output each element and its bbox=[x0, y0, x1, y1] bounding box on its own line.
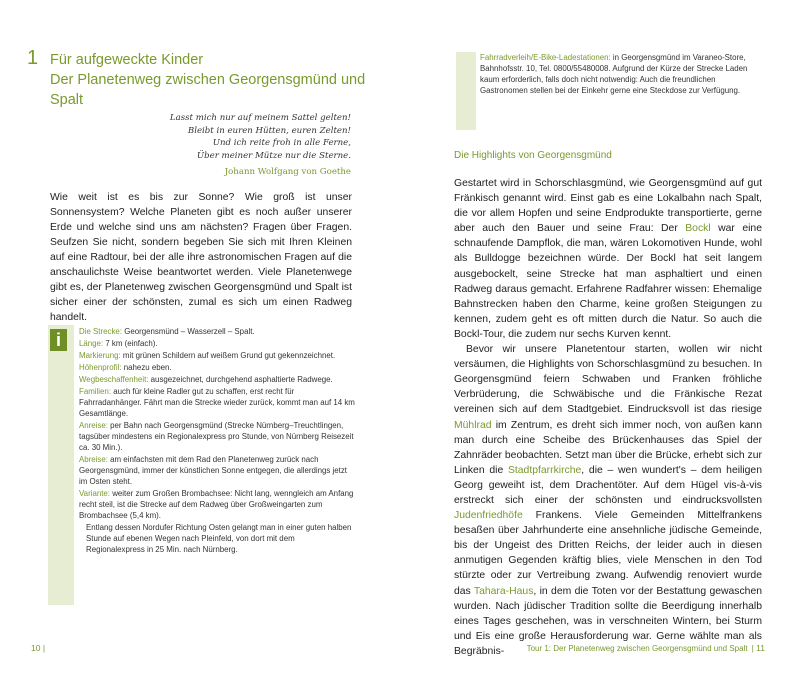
info-label: Wegbeschaffenheit: bbox=[79, 375, 149, 384]
info-text: ausgezeichnet, durchgehend asphaltierte Radwege. bbox=[150, 375, 333, 384]
body-text bbox=[454, 176, 762, 659]
chapter-subtitle: Der Planetenweg zwischen Georgensgmünd und Spalt bbox=[50, 72, 366, 108]
info-item-surface bbox=[79, 374, 355, 385]
info-item-variant bbox=[79, 488, 355, 521]
chapter-title-block bbox=[50, 50, 399, 110]
intro-paragraph: Wie weit ist es bis zur Sonne? Wie groß ist unser Sonnensystem? Welche Planeten gibt es noch außer unserer Erde und welche sind uns am nächsten? Fragen über Fragen. Seufzen Sie nicht, sondern begeben Sie sich mit Ihren Kleinen auf eine Radtour, bei der alle ihre astronomischen Fragen auf die anschaulichste Weise beantwortet werden. Viele Planetenwege gibt es, der Planetenweg zwischen Georgensgmünd und Spalt ist sicher einer der schönsten, zumal es sich um einen Radweg handelt. bbox=[50, 192, 352, 323]
info-text: weiter zum Großen Brombachsee: Nicht lang, wenngleich am Anfang recht steil, ist die Strecke auf dem Radweg über Großweingarten zum Brombachsee (5,4 km). bbox=[79, 489, 354, 520]
text-run: , in dem die Toten vor der Bestattung gewaschen wurden. Nach jüdischer Tradition sollte die Beerdigung innerhalb eines Tages geschehen, was in verschneiten Wintern, bei Sturm und Eis eine große Herausforderung war. Gerne wählte man als Begräbnis- bbox=[454, 585, 763, 657]
info-item-length bbox=[79, 338, 355, 349]
highlight-term: Tahara-Haus bbox=[473, 585, 534, 597]
poem-line: Über meiner Mütze nur die Sterne. bbox=[196, 151, 351, 162]
info-item-marking bbox=[79, 350, 355, 361]
info-sidebar bbox=[456, 52, 476, 130]
info-box bbox=[48, 325, 356, 605]
info-text: per Bahn nach Georgensgmünd (Strecke Nürnberg–Treuchtlingen, tagsüber mindestens ein Regionalexpress pro Stunde, von Nürnberg Reisezeit ca. 30 Min.). bbox=[79, 421, 354, 452]
info-sidebar bbox=[48, 325, 74, 605]
info-item-route bbox=[79, 326, 355, 337]
poem-line: Bleibt in euren Hütten, euren Zelten! bbox=[187, 125, 351, 136]
page-number-left: 10 | bbox=[31, 643, 46, 653]
text-run: war eine schnaufende Dampflok, die man, wären Lokomotiven Hunde, wohl als Bulldogge bezeichnen würde. Der Bockl hat seit langem ausgebockelt, seine Strecke hat man asphaltiert und einen Radweg daraus gemacht. Erfahrene Radfahrer wissen: Ehemalige Bahnstrecken haben den Charme, keine großen Steigungen zu kennen, zudem geht es oft mitten durch die Natur. So auch die Bockl-Tour, die zudem nur sechs Kurven kennt. bbox=[454, 223, 762, 340]
info-text: nahezu eben. bbox=[123, 363, 172, 372]
info-label: Markierung: bbox=[79, 351, 121, 360]
running-footer bbox=[527, 643, 765, 653]
poem-quote bbox=[170, 112, 351, 179]
section-heading: Die Highlights von Georgensgmünd bbox=[454, 150, 612, 161]
info-text: in Georgensgmünd im Varaneo-Store, Bahnhofsstr. 10, Tel. 0800/55480008. Aufgrund der Kürze der Strecke Laden kaum erforderlich, falls doch nicht notwendig: Auch die freundlichen Gastronomen stellen bei der Einkehr gerne eine Steckdose zur Verfügung. bbox=[480, 53, 748, 95]
text-run: , die – wen wundert's – dem heiligen Georg geweiht ist, dem Drachentöter. Auf dem Hügel vis-à-vis erstreckt sich einer der schönsten und eindrucksvollsten bbox=[454, 464, 762, 506]
footer-title: Tour 1: Der Planetenweg zwischen Georgensgmünd und Spalt bbox=[526, 644, 748, 653]
info-item-arrival bbox=[79, 420, 355, 453]
page-number-right: | 11 bbox=[751, 643, 765, 653]
text-run: Bevor wir unsere Planetentour starten, wollen wir nicht versäumen, die Highlights von Schorschlasgmünd zu besuchen. In Georgensgmünd feiern Schwaben und Franken fröhliche Verbrüderung, die Schwäbische und die Fränkische Rezat vereinen sich auf dem Stadtgebiet. Eindrucksvoll ist das riesige bbox=[454, 344, 762, 416]
paragraph bbox=[454, 342, 762, 659]
rental-info-box bbox=[456, 52, 756, 130]
info-item-families bbox=[79, 386, 355, 419]
text-run: im Zentrum, es dreht sich immer noch, von außen kann man durch eine Scheibe des Brückenhauses das Spiel der Zahnräder beobachten. Setzt man über die Brücke, erhebt sich zur Linken die bbox=[454, 419, 762, 476]
info-label: Anreise: bbox=[79, 421, 108, 430]
info-label: Abreise: bbox=[79, 455, 108, 464]
chapter-title: Für aufgeweckte Kinder bbox=[50, 52, 204, 68]
info-text: Georgensmünd – Wasserzell – Spalt. bbox=[124, 327, 255, 336]
highlight-term: Stadtpfarrkirche bbox=[507, 464, 582, 476]
right-page bbox=[399, 0, 798, 674]
info-item-variant-continued: Entlang dessen Nordufer Richtung Osten gelangt man in einer guten halben Stunde auf ebenen Wegen nach Pleinfeld, von dort mit dem Regionalexpress in 25 Min. nach Nürnberg. bbox=[86, 523, 352, 554]
info-label: Höhenprofil: bbox=[79, 363, 122, 372]
text-run: Frankens. Viele Gemeinden Mittelfrankens besaßen über Jahrhunderte eine ansehnliche jüdische Gemeinde, bis der Ungeist des Dritten Reichs, der leider auch in diesen anmutigen Gegenden kräftig blies, viele Menschen in den Tod stürzte oder zur Vertreibung zwang. Aufwendig renoviert wurde das bbox=[454, 510, 762, 597]
highlight-term: Mühlrad bbox=[454, 419, 492, 431]
info-item-elevation bbox=[79, 362, 355, 373]
info-item-departure bbox=[79, 454, 355, 487]
paragraph bbox=[454, 176, 762, 342]
poem-line: Und ich reite froh in alle Ferne, bbox=[212, 138, 351, 149]
info-text: am einfachsten mit dem Rad den Planetenweg zurück nach Georgensgmünd, immer der künstlichen Sonne entgegen, die allerdings jetzt im Osten steht. bbox=[79, 455, 348, 486]
info-text: mit grünen Schildern auf weißem Grund gut gekennzeichnet. bbox=[122, 351, 336, 360]
info-text: auch für kleine Radler gut zu schaffen, erst recht für Fahrradanhänger. Fährt man die Strecke wieder zurück, kommt man auf 14 km Gesamtlänge. bbox=[79, 387, 355, 418]
info-icon: i bbox=[50, 329, 67, 351]
poem-line: Lasst mich nur auf meinem Sattel gelten! bbox=[169, 113, 351, 123]
highlight-term: Bockl bbox=[685, 223, 711, 235]
rental-info-text bbox=[480, 52, 752, 96]
info-label: Familien: bbox=[79, 387, 112, 396]
chapter-number: 1 bbox=[27, 47, 39, 69]
info-label: Variante: bbox=[79, 489, 110, 498]
text-run: Gestartet wird in Schorschlasgmünd, wie Georgensgmünd auf gut Fränkisch genannt wird. Einst gab es eine Lokalbahn nach Spalt, die vor allem Hopfen und seine Endprodukte transportierte, gerne aber auch den Bauer und seine Frau: Der bbox=[454, 178, 762, 235]
info-text: 7 km (einfach). bbox=[105, 339, 158, 348]
info-items bbox=[79, 326, 355, 556]
poem-author: Johann Wolfgang von Goethe bbox=[224, 166, 351, 177]
info-label: Fahrradverleih/E-Bike-Ladestationen: bbox=[480, 53, 611, 62]
info-label: Länge: bbox=[79, 339, 104, 348]
info-label: Die Strecke: bbox=[79, 327, 122, 336]
highlight-term: Judenfriedhöfe bbox=[454, 510, 523, 522]
